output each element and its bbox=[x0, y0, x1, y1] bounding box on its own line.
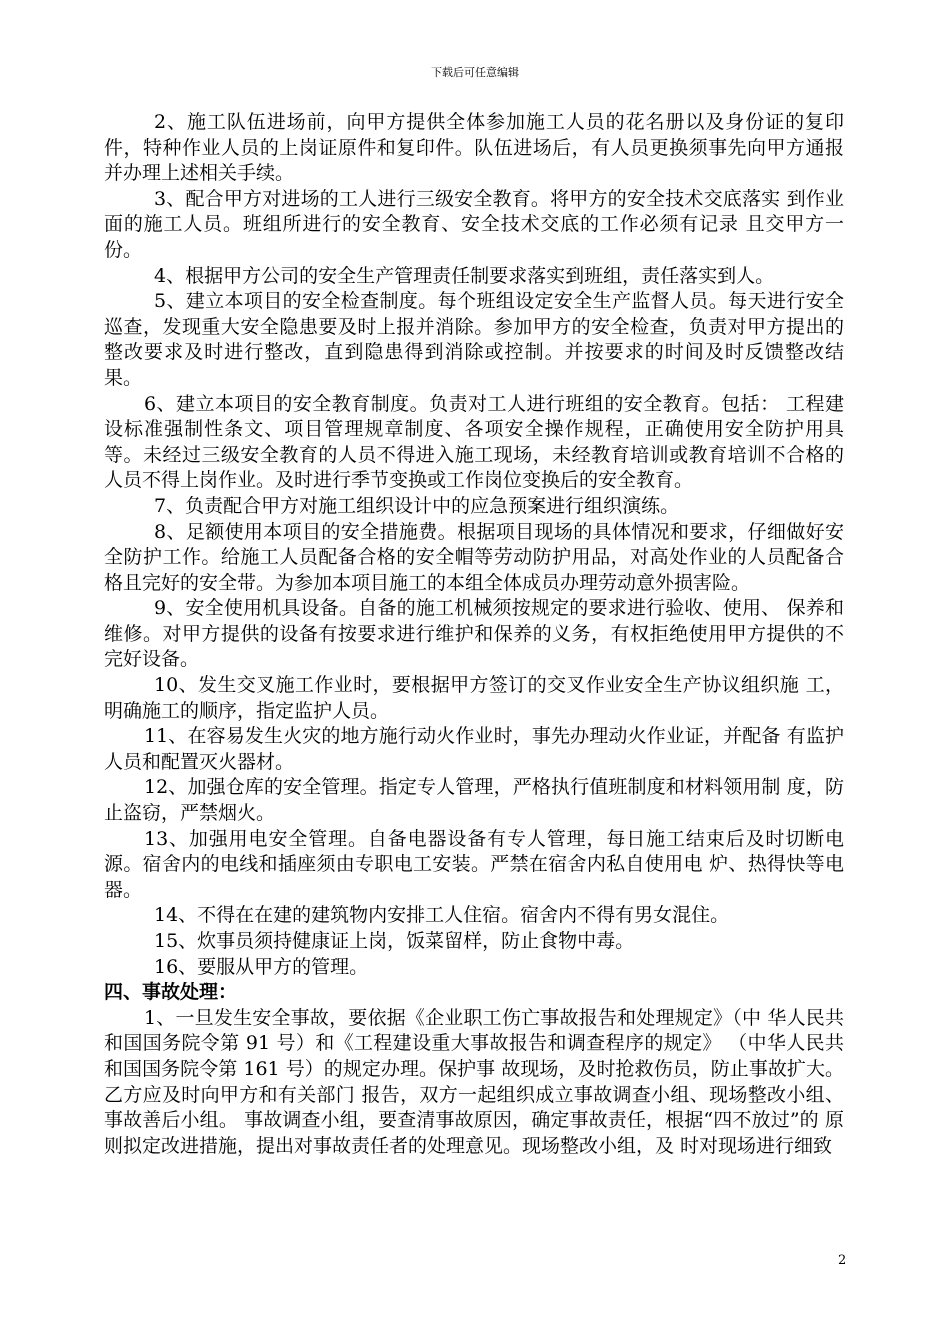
section-heading: 四、事故处理： bbox=[104, 981, 238, 1004]
paragraph-10: 10、发生交叉施工作业时，要根据甲方签订的交叉作业安全生产协议组织施 工，明确施工的顺序，指定监护人员。 bbox=[104, 674, 844, 722]
page-number: 2 bbox=[838, 1253, 847, 1268]
paragraph-3: 3、配合甲方对进场的工人进行三级安全教育。将甲方的安全技术交底落实 到作业面的施工人员。班组所进行的安全教育、安全技术交底的工作必须有记录 且交甲方一份。 bbox=[104, 187, 844, 261]
paragraph-14: 14、不得在在建的建筑物内安排工人住宿。宿舍内不得有男女混住。 bbox=[154, 904, 730, 927]
paragraph-15: 15、炊事员须持健康证上岗，饭菜留样，防止食物中毒。 bbox=[154, 930, 635, 952]
section-paragraph-1: 1、一旦发生安全事故，要依据《企业职工伤亡事故报告和处理规定》（中 华人民共和国国务院令第 91 号）和《工程建设重大事故报告和调查程序的规定》 （中华人民共和国国务院令第 161 号）的规定办理。保护事 故现场，及时抢救伤员，防止事故扩大。乙方应及时向甲方和有关部门 报告，双方一起组织成立事故调查小组、现场整改小组、事故善后小组。 事故调查小组，要查清事故原因，确定事故责任，根据“四不放过”的 原则拟定改进措施，提出对事故责任者的处理意见。现场整改小组，及 时对现场进行细致 bbox=[104, 1006, 844, 1157]
document-body bbox=[104, 110, 844, 1159]
paragraph-4: 4、根据甲方公司的安全生产管理责任制要求落实到班组，责任落实到人。 bbox=[154, 264, 775, 287]
paragraph-2: 2、施工队伍进场前，向甲方提供全体参加施工人员的花名册以及身份证的复印件，特种作业人员的上岗证原件和复印件。队伍进场后，有人员更换须事先向甲方通报并办理上述相关手续。 bbox=[104, 111, 844, 185]
paragraph-7: 7、负责配合甲方对施工组织设计中的应急预案进行组织演练。 bbox=[154, 494, 680, 517]
paragraph-16: 16、要服从甲方的管理。 bbox=[154, 955, 369, 978]
paragraph-11: 11、在容易发生火灾的地方施行动火作业时，事先办理动火作业证，并配备 有监护人员和配置灭火器材。 bbox=[104, 725, 844, 773]
paragraph-13: 13、加强用电安全管理。自备电器设备有专人管理，每日施工结束后及时切断电 源。宿舍内的电线和插座须由专职电工安装。严禁在宿舍内私自使用电 炉、热得快等电器。 bbox=[104, 827, 844, 901]
paragraph-5: 5、建立本项目的安全检查制度。每个班组设定安全生产监督人员。每天进行安全巡查，发现重大安全隐患要及时上报并消除。参加甲方的安全检查，负责对甲方提出的整改要求及时进行整改，直到隐患得到消除或控制。并按要求的时间及时反馈整改结果。 bbox=[104, 290, 844, 389]
page-header: 下载后可任意编辑 bbox=[431, 66, 519, 79]
paragraph-8: 8、足额使用本项目的安全措施费。根据项目现场的具体情况和要求，仔细做好安全防护工作。给施工人员配备合格的安全帽等劳动防护用品，对高处作业的人员配备合格且完好的安全带。为参加本项目施工的本组全体成员办理劳动意外损害险。 bbox=[104, 520, 844, 594]
paragraph-6: 6、建立本项目的安全教育制度。负责对工人进行班组的安全教育。包括： 工程建设标准强制性条文、项目管理规章制度、各项安全操作规程，正确使用安全防护用具等。未经过三级安全教育的人员不得进入施工现场，未经教育培训或教育培训不合格的人员不得上岗作业。及时进行季节变换或工作岗位变换后的安全教育。 bbox=[104, 392, 844, 492]
paragraph-12: 12、加强仓库的安全管理。指定专人管理，严格执行值班制度和材料领用制 度，防止盗窃，严禁烟火。 bbox=[104, 776, 844, 825]
paragraph-9: 9、安全使用机具设备。自备的施工机械须按规定的要求进行验收、使用、 保养和维修。对甲方提供的设备有按要求进行维护和保养的义务，有权拒绝使用甲方提供的不完好设备。 bbox=[104, 597, 844, 671]
